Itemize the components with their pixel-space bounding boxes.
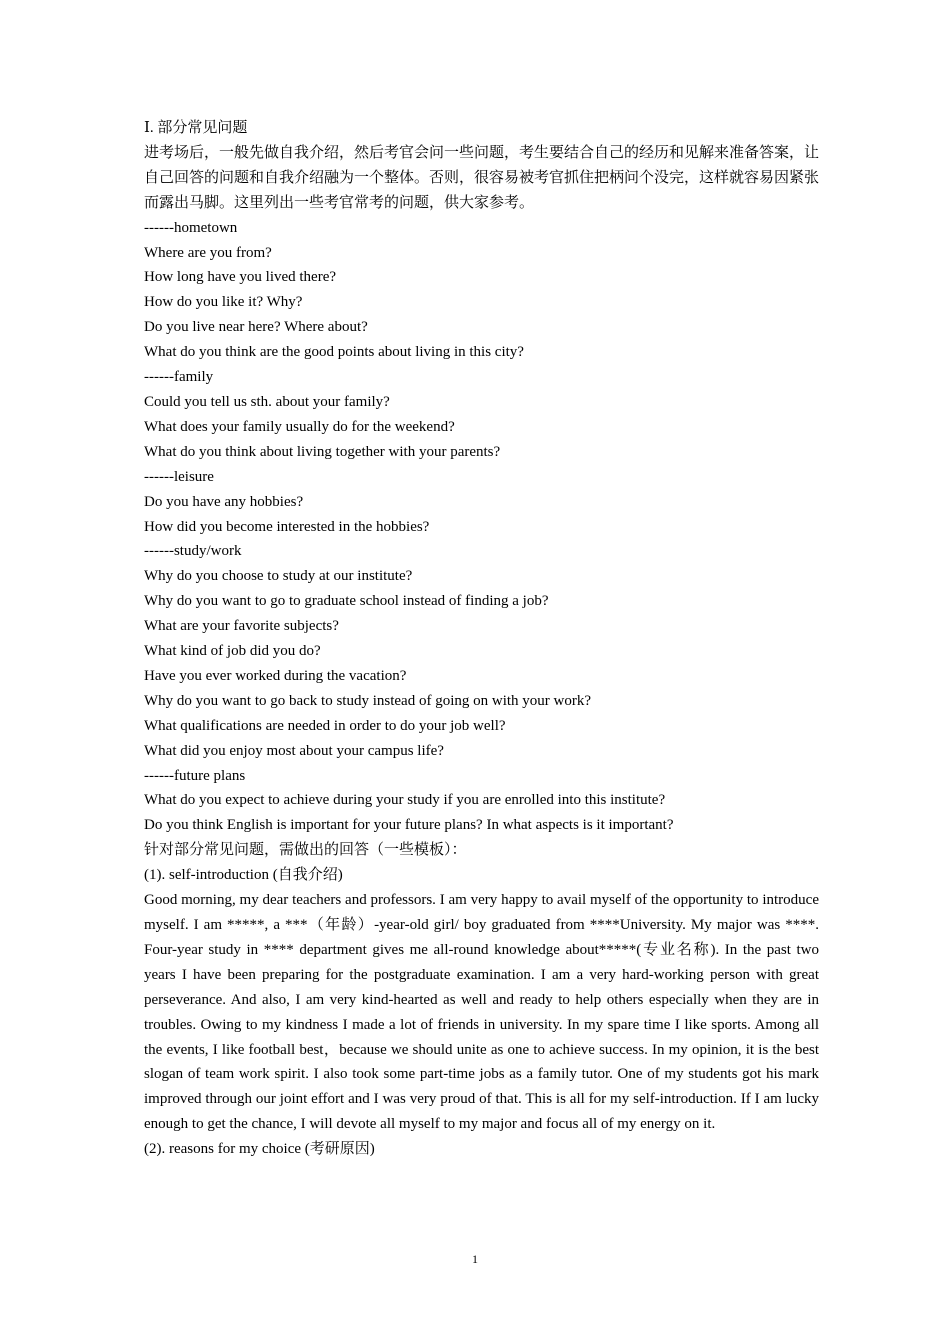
question-item: Do you live near here? Where about? xyxy=(144,319,368,336)
question-item: What do you think about living together with your parents? xyxy=(144,443,501,460)
question-item: How did you become interested in the hobbies? xyxy=(144,518,430,535)
topic-title-future-plans: ------future plans xyxy=(144,767,246,784)
topic-title-leisure: ------leisure xyxy=(144,468,214,485)
topic-title-hometown: ------hometown xyxy=(144,219,238,236)
question-item: How do you like it? Why? xyxy=(144,294,303,311)
question-item: What do you expect to achieve during your study if you are enrolled into this institute? xyxy=(144,792,666,809)
question-item: What do you think are the good points about living in this city? xyxy=(144,344,524,361)
question-item: Why do you choose to study at our institute? xyxy=(144,568,413,585)
answers-intro: 针对部分常见问题，需做出的回答（一些模板）： xyxy=(144,842,467,859)
reasons-title: (2). reasons for my choice (考研原因) xyxy=(144,1141,375,1158)
question-item: What are your favorite subjects? xyxy=(144,618,339,635)
question-item: What kind of job did you do? xyxy=(144,643,321,660)
question-item: What qualifications are needed in order to do your job well? xyxy=(144,717,506,734)
question-item: What did you enjoy most about your campus life? xyxy=(144,742,444,759)
question-item: How long have you lived there? xyxy=(144,269,337,286)
section-heading: Ⅰ. 部分常见问题 xyxy=(144,120,248,136)
topic-title-family: ------family xyxy=(144,369,214,386)
question-item: Do you think English is important for your future plans? In what aspects is it important? xyxy=(144,817,674,834)
question-item: Have you ever worked during the vacation? xyxy=(144,667,407,684)
question-item: Why do you want to go to graduate school instead of finding a job? xyxy=(144,593,549,610)
question-item: Why do you want to go back to study instead of going on with your work? xyxy=(144,692,592,709)
question-item: Do you have any hobbies? xyxy=(144,493,304,510)
page-number: 1 xyxy=(472,1252,478,1266)
intro-paragraph: 进考场后，一般先做自我介绍，然后考官会问一些问题，考生要结合自己的经历和见解来准备答案，让自己回答的问题和自我介绍融为一个整体。否则，很容易被考官抓住把柄问个没完，这样就容易因紧张而露出马脚。这里列出一些考官常考的问题，供大家参考。 xyxy=(144,144,820,211)
page-content xyxy=(144,116,819,1162)
question-item: What does your family usually do for the weekend? xyxy=(144,418,455,435)
self-intro-title: (1). self-introduction (自我介绍) xyxy=(144,867,343,884)
question-item: Could you tell us sth. about your family? xyxy=(144,393,390,410)
self-intro-paragraph: Good morning, my dear teachers and professors. I am very happy to avail myself of the opportunity to introduce myself. I am *****, a ***（年龄）-year-old girl/ boy graduated from ****University. My major was ****. Four-year study in **** department gives me all-round knowledge about*****(专业名称). In the past two years I have been preparing for the postgraduate examination. I am a very hard-working person with great perseverance. And also, I am very kind-hearted as well and ready to help others especially when they are in troubles. Owing to my kindness I made a lot of friends in university. In my spare time I like sports. Among all the events, I like football best，because we should unite as one to achieve success. In my opinion, it is the best slogan of team work spirit. I also took some part-time jobs as a family tutor. One of my students got his mark improved through our joint effort and I was very proud of that. This is all for my self-introduction. If I am lucky enough to get the chance, I will devote all myself to my major and focus all of my energy on it. xyxy=(144,892,819,1133)
question-item: Where are you from? xyxy=(144,244,272,261)
topic-title-study-work: ------study/work xyxy=(144,543,242,560)
